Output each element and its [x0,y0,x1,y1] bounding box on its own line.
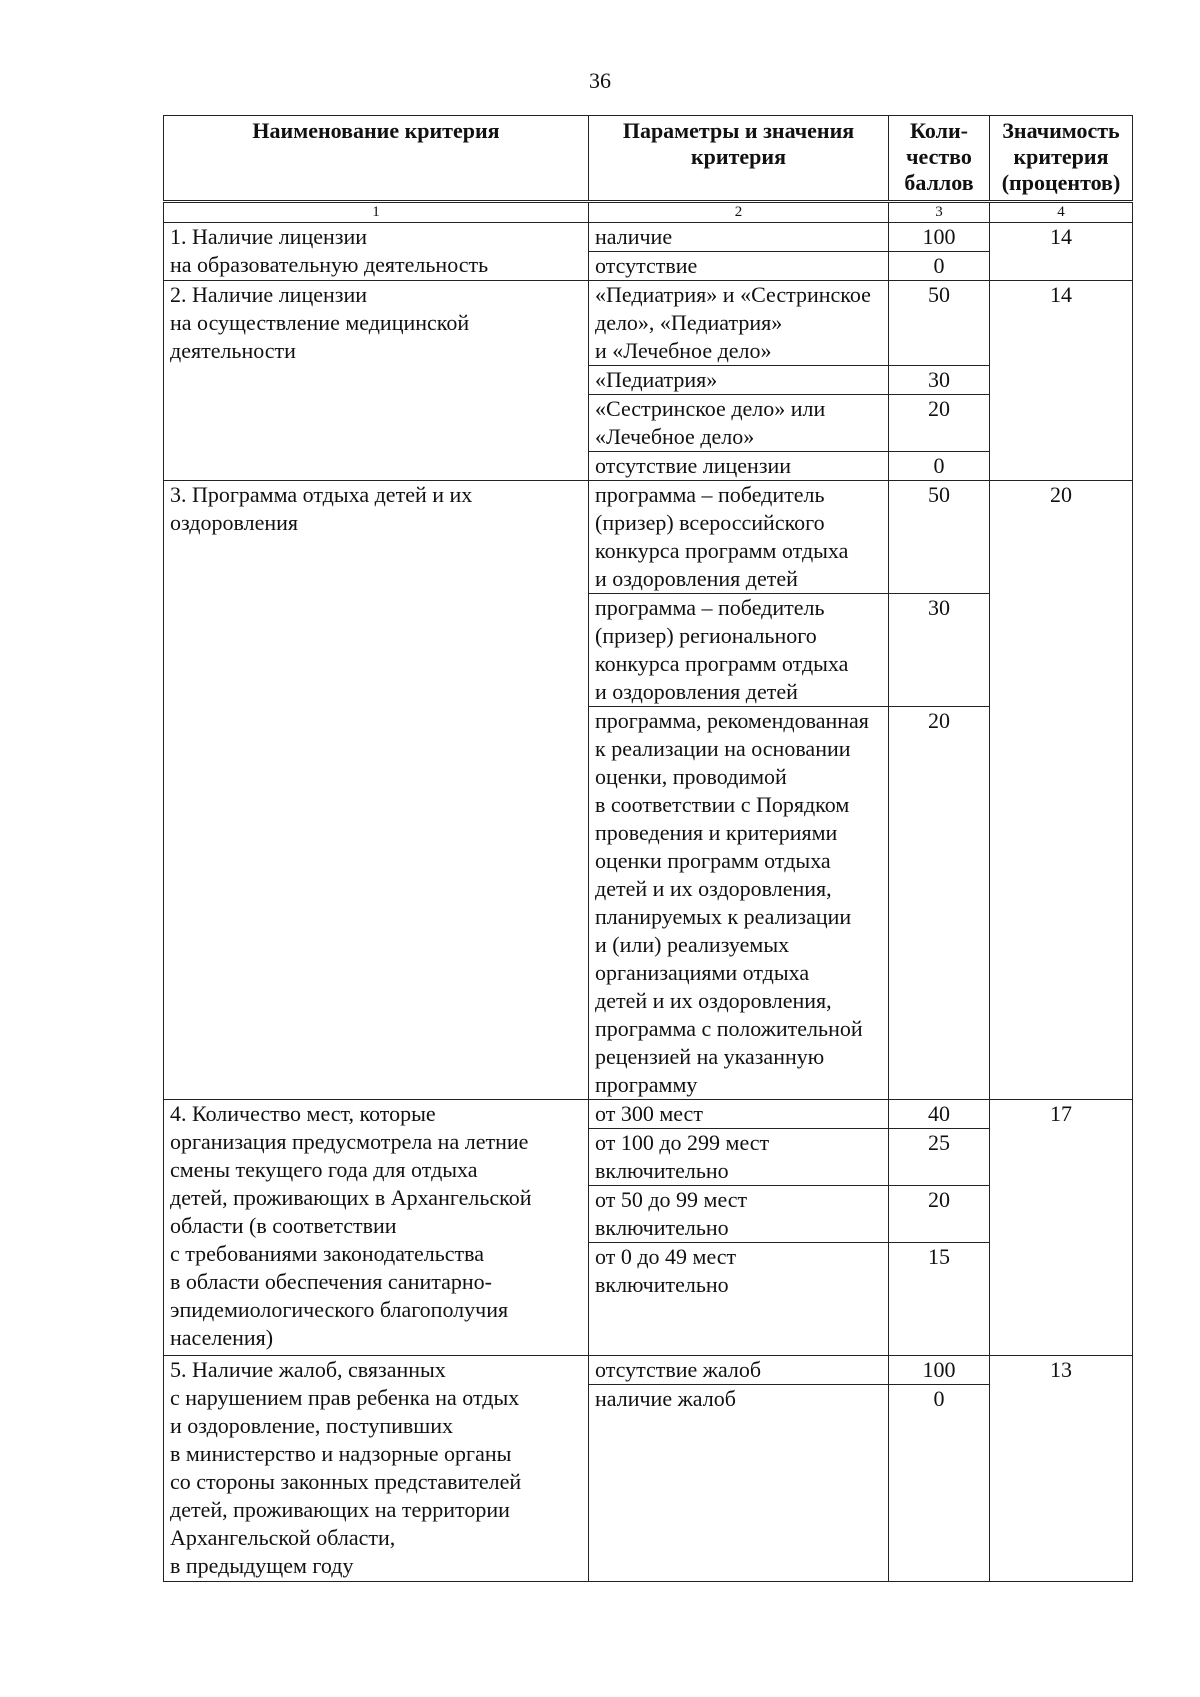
criterion-weight: 14 [990,223,1133,281]
criterion-param: наличие жалоб [589,1385,889,1582]
criterion-param: «Сестринское дело» или «Лечебное дело» [589,395,889,452]
table-header-row [164,116,1133,202]
criterion-param: «Педиатрия» и «Сестринское дело», «Педиатрия» и «Лечебное дело» [589,281,889,366]
criterion-param: отсутствие лицензии [589,452,889,481]
criterion-param: от 100 до 299 мест включительно [589,1129,889,1186]
criterion-name: 5. Наличие жалоб, связанных с нарушением прав ребенка на отдых и оздоровление, поступивших в министерство и надзорные органы со стороны законных представителей детей, проживающих на территории Архангельской области, в предыдущем году [164,1356,589,1582]
column-number-row [164,202,1133,223]
criterion-points: 20 [889,395,990,452]
table-row [164,481,1133,594]
criterion-name: 1. Наличие лицензии на образовательную деятельность [164,223,589,281]
criterion-points: 30 [889,594,990,707]
criterion-points: 50 [889,481,990,594]
column-number: 3 [889,202,990,223]
table-row [164,1100,1133,1129]
criterion-param: программа – победитель (призер) регионального конкурса программ отдыха и оздоровления детей [589,594,889,707]
page-number: 36 [589,68,611,93]
header-points: Коли- чество баллов [889,116,990,202]
criterion-name: 2. Наличие лицензии на осуществление медицинской деятельности [164,281,589,481]
criterion-points: 100 [889,1356,990,1385]
criteria-table [163,115,1133,1582]
criterion-weight: 13 [990,1356,1133,1582]
criterion-points: 30 [889,366,990,395]
criterion-points: 100 [889,223,990,252]
table-row [164,1356,1133,1385]
criterion-param: от 0 до 49 мест включительно [589,1243,889,1356]
criterion-param: «Педиатрия» [589,366,889,395]
criterion-param: отсутствие жалоб [589,1356,889,1385]
criterion-param: отсутствие [589,252,889,281]
table-row [164,223,1133,252]
criterion-points: 40 [889,1100,990,1129]
criterion-param: программа – победитель (призер) всероссийского конкурса программ отдыха и оздоровления детей [589,481,889,594]
criterion-weight: 20 [990,481,1133,1100]
column-number: 4 [990,202,1133,223]
criterion-points: 20 [889,707,990,1100]
criterion-name: 4. Количество мест, которые организация предусмотрела на летние смены текущего года для отдыха детей, проживающих в Архангельской области (в соответствии с требованиями законодательства в области обеспечения санитарно- эпидемиологического благополучия населения) [164,1100,589,1356]
criterion-param: от 300 мест [589,1100,889,1129]
criterion-weight: 17 [990,1100,1133,1356]
header-weight: Значимость критерия (процентов) [990,116,1133,202]
column-number: 2 [589,202,889,223]
criterion-points: 25 [889,1129,990,1186]
criterion-param: наличие [589,223,889,252]
header-criterion-params: Параметры и значения критерия [589,116,889,202]
table-row [164,281,1133,366]
criterion-points: 0 [889,1385,990,1582]
criterion-name: 3. Программа отдыха детей и их оздоровления [164,481,589,1100]
column-number: 1 [164,202,589,223]
criterion-points: 50 [889,281,990,366]
criterion-param: программа, рекомендованная к реализации на основании оценки, проводимой в соответствии с Порядком проведения и критериями оценки программ отдыха детей и их оздоровления, планируемых к реализации и (или) реализуемых организациями отдыха детей и их оздоровления, программа с положительной рецензией на указанную программу [589,707,889,1100]
criterion-points: 0 [889,252,990,281]
criterion-points: 15 [889,1243,990,1356]
criterion-points: 0 [889,452,990,481]
header-criterion-name: Наименование критерия [164,116,589,202]
criterion-param: от 50 до 99 мест включительно [589,1186,889,1243]
criterion-weight: 14 [990,281,1133,481]
criterion-points: 20 [889,1186,990,1243]
